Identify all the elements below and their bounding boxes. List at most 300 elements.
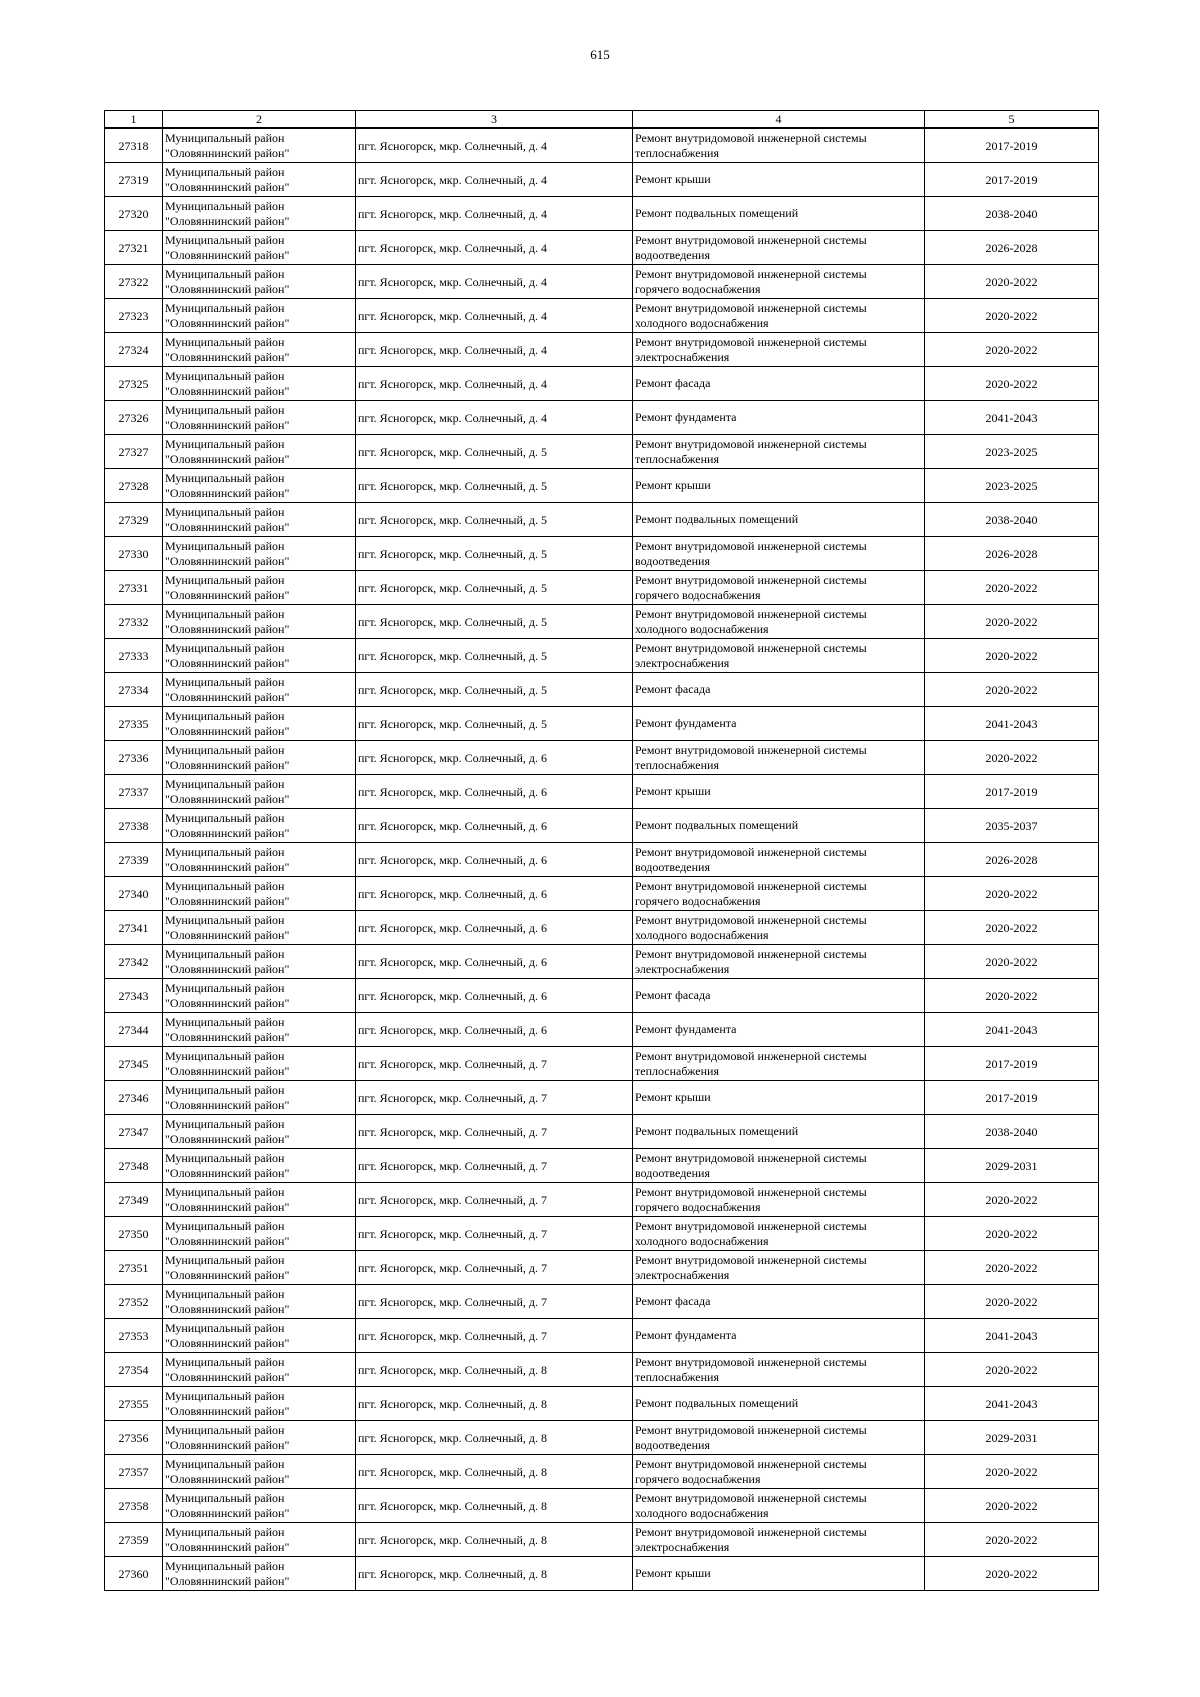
work-type-line-1: Ремонт внутридомовой инженерной системы	[635, 266, 867, 281]
work-type-cell	[633, 571, 925, 605]
municipality-line-1: Муниципальный район	[165, 1048, 285, 1063]
work-type-cell	[633, 877, 925, 911]
period-cell: 2020-2022	[925, 1523, 1099, 1557]
row-number: 27341	[105, 911, 163, 945]
municipality-line-1: Муниципальный район	[165, 980, 285, 995]
table-row	[105, 911, 1099, 945]
municipality-line-2: "Оловяннинский район"	[165, 893, 290, 908]
row-number: 27330	[105, 537, 163, 571]
municipality-cell	[163, 299, 356, 333]
work-type-cell	[633, 741, 925, 775]
work-type-line-2: холодного водоснабжения	[635, 621, 769, 636]
municipality-line-1: Муниципальный район	[165, 402, 285, 417]
municipality-line-1: Муниципальный район	[165, 844, 285, 859]
address-cell: пгт. Ясногорск, мкр. Солнечный, д. 6	[356, 843, 633, 877]
municipality-line-1: Муниципальный район	[165, 1456, 285, 1471]
municipality-cell	[163, 435, 356, 469]
work-type-line-1: Ремонт внутридомовой инженерной системы	[635, 436, 867, 451]
municipality-line-2: "Оловяннинский район"	[165, 1505, 290, 1520]
period-cell: 2020-2022	[925, 673, 1099, 707]
municipality-line-2: "Оловяннинский район"	[165, 145, 290, 160]
address-cell: пгт. Ясногорск, мкр. Солнечный, д. 5	[356, 673, 633, 707]
period-cell: 2020-2022	[925, 1455, 1099, 1489]
municipality-line-1: Муниципальный район	[165, 708, 285, 723]
table-row	[105, 1013, 1099, 1047]
period-cell: 2017-2019	[925, 163, 1099, 197]
work-type-cell	[633, 1149, 925, 1183]
work-type-line-2: водоотведения	[635, 859, 710, 874]
table-row	[105, 128, 1099, 163]
row-number: 27348	[105, 1149, 163, 1183]
municipality-cell	[163, 367, 356, 401]
row-number: 27351	[105, 1251, 163, 1285]
work-type-line-2: горячего водоснабжения	[635, 1199, 761, 1214]
table-row	[105, 1115, 1099, 1149]
period-cell: 2020-2022	[925, 1489, 1099, 1523]
municipality-cell	[163, 265, 356, 299]
municipality-line-1: Муниципальный район	[165, 878, 285, 893]
period-cell: 2020-2022	[925, 1217, 1099, 1251]
municipality-cell	[163, 333, 356, 367]
table-row	[105, 1183, 1099, 1217]
municipality-line-1: Муниципальный район	[165, 1490, 285, 1505]
municipality-cell	[163, 163, 356, 197]
municipality-line-2: "Оловяннинский район"	[165, 961, 290, 976]
work-type-line-2: теплоснабжения	[635, 145, 719, 160]
table-row	[105, 1455, 1099, 1489]
row-number: 27338	[105, 809, 163, 843]
header-row	[105, 111, 1099, 129]
municipality-cell	[163, 1489, 356, 1523]
work-type-cell	[633, 1455, 925, 1489]
work-type-cell	[633, 911, 925, 945]
work-type-cell	[633, 401, 925, 435]
address-cell: пгт. Ясногорск, мкр. Солнечный, д. 5	[356, 435, 633, 469]
municipality-line-1: Муниципальный район	[165, 742, 285, 757]
work-type-line-1: Ремонт внутридомовой инженерной системы	[635, 1150, 867, 1165]
work-type-line-1: Ремонт внутридомовой инженерной системы	[635, 1184, 867, 1199]
work-type-cell	[633, 945, 925, 979]
municipality-cell	[163, 673, 356, 707]
work-type-line-1: Ремонт фундамента	[635, 716, 737, 730]
row-number: 27329	[105, 503, 163, 537]
work-type-cell	[633, 1557, 925, 1591]
work-type-line-1: Ремонт внутридомовой инженерной системы	[635, 946, 867, 961]
work-type-cell	[633, 1081, 925, 1115]
table-row	[105, 877, 1099, 911]
municipality-line-1: Муниципальный район	[165, 1184, 285, 1199]
row-number: 27331	[105, 571, 163, 605]
address-cell: пгт. Ясногорск, мкр. Солнечный, д. 7	[356, 1251, 633, 1285]
table-row	[105, 1217, 1099, 1251]
municipality-line-2: "Оловяннинский район"	[165, 859, 290, 874]
table-row	[105, 1557, 1099, 1591]
address-cell: пгт. Ясногорск, мкр. Солнечный, д. 6	[356, 911, 633, 945]
row-number: 27323	[105, 299, 163, 333]
work-type-line-2: электроснабжения	[635, 961, 730, 976]
municipality-line-2: "Оловяннинский район"	[165, 587, 290, 602]
row-number: 27342	[105, 945, 163, 979]
address-cell: пгт. Ясногорск, мкр. Солнечный, д. 4	[356, 163, 633, 197]
work-type-line-1: Ремонт внутридомовой инженерной системы	[635, 640, 867, 655]
period-cell: 2020-2022	[925, 605, 1099, 639]
municipality-line-2: "Оловяннинский район"	[165, 553, 290, 568]
work-type-line-1: Ремонт внутридомовой инженерной системы	[635, 1456, 867, 1471]
municipality-line-2: "Оловяннинский район"	[165, 927, 290, 942]
municipality-cell	[163, 639, 356, 673]
work-type-line-1: Ремонт внутридомовой инженерной системы	[635, 1048, 867, 1063]
municipality-line-2: "Оловяннинский район"	[165, 1199, 290, 1214]
table-row	[105, 1421, 1099, 1455]
address-cell: пгт. Ясногорск, мкр. Солнечный, д. 8	[356, 1523, 633, 1557]
table-row	[105, 571, 1099, 605]
period-cell: 2020-2022	[925, 877, 1099, 911]
municipality-line-1: Муниципальный район	[165, 334, 285, 349]
work-type-line-1: Ремонт внутридомовой инженерной системы	[635, 1422, 867, 1437]
address-cell: пгт. Ясногорск, мкр. Солнечный, д. 4	[356, 265, 633, 299]
municipality-line-1: Муниципальный район	[165, 912, 285, 927]
municipality-cell	[163, 197, 356, 231]
municipality-cell	[163, 707, 356, 741]
work-type-line-1: Ремонт фундамента	[635, 1022, 737, 1036]
row-number: 27325	[105, 367, 163, 401]
row-number: 27350	[105, 1217, 163, 1251]
address-cell: пгт. Ясногорск, мкр. Солнечный, д. 7	[356, 1047, 633, 1081]
work-type-line-2: водоотведения	[635, 1165, 710, 1180]
period-cell: 2023-2025	[925, 469, 1099, 503]
row-number: 27343	[105, 979, 163, 1013]
period-cell: 2023-2025	[925, 435, 1099, 469]
row-number: 27359	[105, 1523, 163, 1557]
period-cell: 2020-2022	[925, 571, 1099, 605]
work-type-cell	[633, 1421, 925, 1455]
row-number: 27334	[105, 673, 163, 707]
row-number: 27352	[105, 1285, 163, 1319]
row-number: 27356	[105, 1421, 163, 1455]
municipality-line-2: "Оловяннинский район"	[165, 995, 290, 1010]
municipality-line-2: "Оловяннинский район"	[165, 1403, 290, 1418]
work-type-line-1: Ремонт внутридомовой инженерной системы	[635, 912, 867, 927]
work-type-line-1: Ремонт внутридомовой инженерной системы	[635, 538, 867, 553]
table-row	[105, 401, 1099, 435]
column-header-2: 2	[163, 111, 356, 129]
address-cell: пгт. Ясногорск, мкр. Солнечный, д. 7	[356, 1149, 633, 1183]
municipality-line-2: "Оловяннинский район"	[165, 1539, 290, 1554]
municipality-cell	[163, 1557, 356, 1591]
municipality-cell	[163, 1115, 356, 1149]
work-type-cell	[633, 843, 925, 877]
municipality-cell	[163, 775, 356, 809]
municipality-line-1: Муниципальный район	[165, 470, 285, 485]
row-number: 27332	[105, 605, 163, 639]
municipality-cell	[163, 979, 356, 1013]
work-type-line-1: Ремонт внутридомовой инженерной системы	[635, 572, 867, 587]
address-cell: пгт. Ясногорск, мкр. Солнечный, д. 7	[356, 1217, 633, 1251]
row-number: 27320	[105, 197, 163, 231]
work-type-line-1: Ремонт внутридомовой инженерной системы	[635, 1354, 867, 1369]
work-type-line-1: Ремонт крыши	[635, 1090, 711, 1104]
municipality-cell	[163, 469, 356, 503]
work-type-cell	[633, 1319, 925, 1353]
municipality-cell	[163, 571, 356, 605]
work-type-cell	[633, 367, 925, 401]
table-row	[105, 707, 1099, 741]
period-cell: 2029-2031	[925, 1149, 1099, 1183]
municipality-cell	[163, 1455, 356, 1489]
registry-table	[104, 110, 1099, 1591]
work-type-line-1: Ремонт внутридомовой инженерной системы	[635, 334, 867, 349]
table-row	[105, 809, 1099, 843]
period-cell: 2041-2043	[925, 401, 1099, 435]
work-type-cell	[633, 639, 925, 673]
period-cell: 2035-2037	[925, 809, 1099, 843]
period-cell: 2041-2043	[925, 1387, 1099, 1421]
address-cell: пгт. Ясногорск, мкр. Солнечный, д. 4	[356, 367, 633, 401]
work-type-line-1: Ремонт фундамента	[635, 1328, 737, 1342]
address-cell: пгт. Ясногорск, мкр. Солнечный, д. 7	[356, 1285, 633, 1319]
municipality-cell	[163, 1183, 356, 1217]
period-cell: 2041-2043	[925, 1319, 1099, 1353]
municipality-line-2: "Оловяннинский район"	[165, 349, 290, 364]
municipality-line-1: Муниципальный район	[165, 1354, 285, 1369]
municipality-cell	[163, 1013, 356, 1047]
work-type-line-1: Ремонт внутридомовой инженерной системы	[635, 878, 867, 893]
municipality-line-1: Муниципальный район	[165, 572, 285, 587]
work-type-line-1: Ремонт подвальных помещений	[635, 818, 799, 832]
municipality-line-1: Муниципальный район	[165, 266, 285, 281]
work-type-line-1: Ремонт подвальных помещений	[635, 206, 799, 220]
table-row	[105, 605, 1099, 639]
work-type-line-1: Ремонт внутридомовой инженерной системы	[635, 1218, 867, 1233]
work-type-cell	[633, 163, 925, 197]
table-row	[105, 1387, 1099, 1421]
work-type-cell	[633, 1489, 925, 1523]
municipality-line-2: "Оловяннинский район"	[165, 791, 290, 806]
row-number: 27354	[105, 1353, 163, 1387]
row-number: 27344	[105, 1013, 163, 1047]
work-type-line-2: электроснабжения	[635, 349, 730, 364]
municipality-cell	[163, 128, 356, 163]
work-type-line-1: Ремонт внутридомовой инженерной системы	[635, 606, 867, 621]
municipality-line-1: Муниципальный район	[165, 1524, 285, 1539]
period-cell: 2041-2043	[925, 707, 1099, 741]
work-type-cell	[633, 673, 925, 707]
municipality-line-2: "Оловяннинский район"	[165, 757, 290, 772]
municipality-line-2: "Оловяннинский район"	[165, 1233, 290, 1248]
row-number: 27357	[105, 1455, 163, 1489]
work-type-line-1: Ремонт внутридомовой инженерной системы	[635, 232, 867, 247]
municipality-line-1: Муниципальный район	[165, 300, 285, 315]
table-row	[105, 163, 1099, 197]
period-cell: 2041-2043	[925, 1013, 1099, 1047]
row-number: 27318	[105, 128, 163, 163]
municipality-cell	[163, 1081, 356, 1115]
municipality-line-1: Муниципальный район	[165, 1388, 285, 1403]
work-type-line-1: Ремонт внутридомовой инженерной системы	[635, 1524, 867, 1539]
period-cell: 2020-2022	[925, 1557, 1099, 1591]
municipality-line-1: Муниципальный район	[165, 674, 285, 689]
table-row	[105, 469, 1099, 503]
address-cell: пгт. Ясногорск, мкр. Солнечный, д. 5	[356, 537, 633, 571]
work-type-line-2: водоотведения	[635, 247, 710, 262]
address-cell: пгт. Ясногорск, мкр. Солнечный, д. 5	[356, 639, 633, 673]
work-type-line-2: электроснабжения	[635, 1267, 730, 1282]
address-cell: пгт. Ясногорск, мкр. Солнечный, д. 8	[356, 1421, 633, 1455]
address-cell: пгт. Ясногорск, мкр. Солнечный, д. 6	[356, 809, 633, 843]
municipality-line-2: "Оловяннинский район"	[165, 655, 290, 670]
municipality-line-2: "Оловяннинский район"	[165, 1097, 290, 1112]
column-header-4: 4	[633, 111, 925, 129]
municipality-cell	[163, 1217, 356, 1251]
work-type-cell	[633, 605, 925, 639]
period-cell: 2020-2022	[925, 911, 1099, 945]
municipality-line-2: "Оловяннинский район"	[165, 1267, 290, 1282]
address-cell: пгт. Ясногорск, мкр. Солнечный, д. 4	[356, 333, 633, 367]
row-number: 27322	[105, 265, 163, 299]
work-type-cell	[633, 1523, 925, 1557]
address-cell: пгт. Ясногорск, мкр. Солнечный, д. 7	[356, 1319, 633, 1353]
row-number: 27328	[105, 469, 163, 503]
work-type-line-2: горячего водоснабжения	[635, 893, 761, 908]
work-type-cell	[633, 197, 925, 231]
municipality-cell	[163, 1047, 356, 1081]
work-type-cell	[633, 265, 925, 299]
work-type-line-2: горячего водоснабжения	[635, 1471, 761, 1486]
municipality-cell	[163, 1353, 356, 1387]
work-type-line-1: Ремонт фасада	[635, 1294, 711, 1308]
municipality-cell	[163, 1319, 356, 1353]
work-type-line-2: холодного водоснабжения	[635, 1505, 769, 1520]
work-type-cell	[633, 503, 925, 537]
municipality-cell	[163, 911, 356, 945]
work-type-line-1: Ремонт внутридомовой инженерной системы	[635, 1252, 867, 1267]
address-cell: пгт. Ясногорск, мкр. Солнечный, д. 6	[356, 945, 633, 979]
period-cell: 2020-2022	[925, 1285, 1099, 1319]
row-number: 27353	[105, 1319, 163, 1353]
address-cell: пгт. Ясногорск, мкр. Солнечный, д. 6	[356, 775, 633, 809]
address-cell: пгт. Ясногорск, мкр. Солнечный, д. 6	[356, 877, 633, 911]
row-number: 27321	[105, 231, 163, 265]
address-cell: пгт. Ясногорск, мкр. Солнечный, д. 8	[356, 1387, 633, 1421]
address-cell: пгт. Ясногорск, мкр. Солнечный, д. 4	[356, 128, 633, 163]
work-type-line-2: теплоснабжения	[635, 1369, 719, 1384]
address-cell: пгт. Ясногорск, мкр. Солнечный, д. 6	[356, 979, 633, 1013]
work-type-cell	[633, 299, 925, 333]
municipality-line-2: "Оловяннинский район"	[165, 1063, 290, 1078]
row-number: 27339	[105, 843, 163, 877]
period-cell: 2020-2022	[925, 1183, 1099, 1217]
work-type-line-2: теплоснабжения	[635, 1063, 719, 1078]
period-cell: 2026-2028	[925, 231, 1099, 265]
period-cell: 2038-2040	[925, 503, 1099, 537]
municipality-cell	[163, 1251, 356, 1285]
work-type-cell	[633, 1353, 925, 1387]
municipality-cell	[163, 537, 356, 571]
address-cell: пгт. Ясногорск, мкр. Солнечный, д. 7	[356, 1183, 633, 1217]
municipality-line-1: Муниципальный район	[165, 1286, 285, 1301]
work-type-cell	[633, 537, 925, 571]
municipality-line-1: Муниципальный район	[165, 776, 285, 791]
municipality-cell	[163, 401, 356, 435]
municipality-line-1: Муниципальный район	[165, 504, 285, 519]
municipality-line-1: Муниципальный район	[165, 810, 285, 825]
municipality-line-1: Муниципальный район	[165, 130, 285, 145]
row-number: 27360	[105, 1557, 163, 1591]
table-row	[105, 537, 1099, 571]
row-number: 27335	[105, 707, 163, 741]
address-cell: пгт. Ясногорск, мкр. Солнечный, д. 5	[356, 571, 633, 605]
period-cell: 2020-2022	[925, 299, 1099, 333]
table-row	[105, 1149, 1099, 1183]
municipality-cell	[163, 1149, 356, 1183]
address-cell: пгт. Ясногорск, мкр. Солнечный, д. 4	[356, 299, 633, 333]
work-type-line-1: Ремонт крыши	[635, 172, 711, 186]
municipality-line-1: Муниципальный район	[165, 1082, 285, 1097]
row-number: 27337	[105, 775, 163, 809]
work-type-line-2: теплоснабжения	[635, 451, 719, 466]
work-type-line-2: холодного водоснабжения	[635, 315, 769, 330]
municipality-line-1: Муниципальный район	[165, 198, 285, 213]
work-type-line-1: Ремонт фасада	[635, 376, 711, 390]
work-type-cell	[633, 1285, 925, 1319]
period-cell: 2020-2022	[925, 945, 1099, 979]
municipality-line-2: "Оловяннинский район"	[165, 519, 290, 534]
table-row	[105, 1081, 1099, 1115]
municipality-line-1: Муниципальный район	[165, 606, 285, 621]
work-type-cell	[633, 1387, 925, 1421]
municipality-line-1: Муниципальный район	[165, 640, 285, 655]
work-type-line-2: водоотведения	[635, 1437, 710, 1452]
work-type-cell	[633, 809, 925, 843]
period-cell: 2017-2019	[925, 1047, 1099, 1081]
municipality-line-2: "Оловяннинский район"	[165, 1335, 290, 1350]
municipality-line-2: "Оловяннинский район"	[165, 281, 290, 296]
table-row	[105, 843, 1099, 877]
address-cell: пгт. Ясногорск, мкр. Солнечный, д. 7	[356, 1081, 633, 1115]
municipality-cell	[163, 605, 356, 639]
table-row	[105, 265, 1099, 299]
work-type-line-1: Ремонт внутридомовой инженерной системы	[635, 130, 867, 145]
municipality-line-2: "Оловяннинский район"	[165, 1165, 290, 1180]
work-type-line-2: горячего водоснабжения	[635, 281, 761, 296]
address-cell: пгт. Ясногорск, мкр. Солнечный, д. 4	[356, 197, 633, 231]
municipality-line-1: Муниципальный район	[165, 1320, 285, 1335]
work-type-line-1: Ремонт крыши	[635, 784, 711, 798]
municipality-cell	[163, 1523, 356, 1557]
municipality-line-2: "Оловяннинский район"	[165, 315, 290, 330]
table-row	[105, 1353, 1099, 1387]
address-cell: пгт. Ясногорск, мкр. Солнечный, д. 5	[356, 707, 633, 741]
row-number: 27336	[105, 741, 163, 775]
address-cell: пгт. Ясногорск, мкр. Солнечный, д. 5	[356, 503, 633, 537]
municipality-cell	[163, 1285, 356, 1319]
municipality-line-2: "Оловяннинский район"	[165, 1301, 290, 1316]
municipality-line-2: "Оловяннинский район"	[165, 689, 290, 704]
table-row	[105, 503, 1099, 537]
address-cell: пгт. Ясногорск, мкр. Солнечный, д. 7	[356, 1115, 633, 1149]
municipality-line-1: Муниципальный район	[165, 1150, 285, 1165]
work-type-line-2: холодного водоснабжения	[635, 1233, 769, 1248]
work-type-cell	[633, 1217, 925, 1251]
work-type-line-1: Ремонт фасада	[635, 988, 711, 1002]
municipality-cell	[163, 945, 356, 979]
work-type-line-1: Ремонт внутридомовой инженерной системы	[635, 300, 867, 315]
work-type-line-2: горячего водоснабжения	[635, 587, 761, 602]
table-row	[105, 1047, 1099, 1081]
table-row	[105, 367, 1099, 401]
work-type-cell	[633, 333, 925, 367]
table-row	[105, 1285, 1099, 1319]
